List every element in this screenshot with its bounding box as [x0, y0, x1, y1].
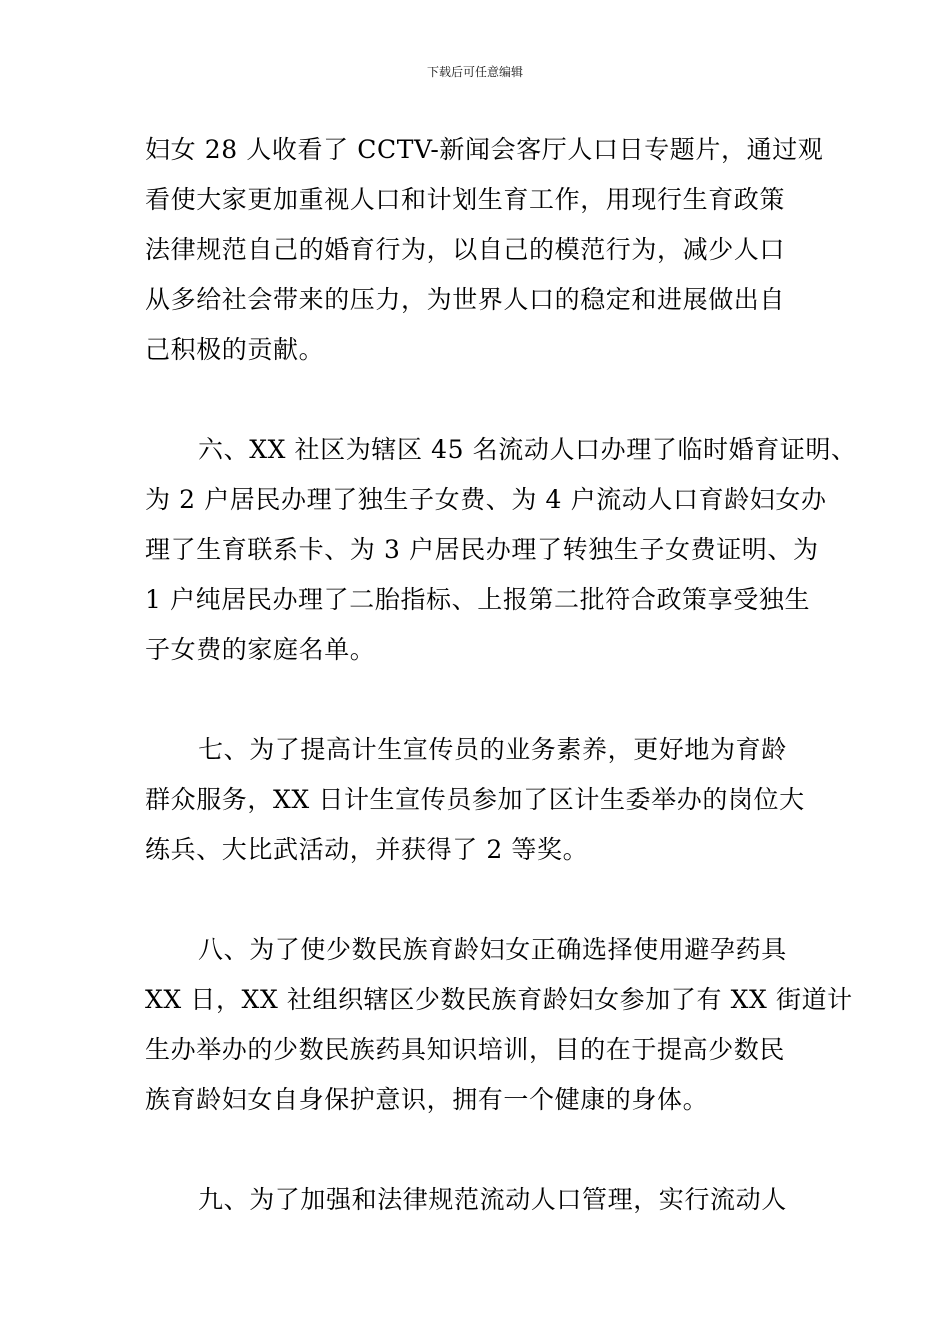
paragraph-line: XX 日，XX 社组织辖区少数民族育龄妇女参加了有 XX 街道计 [145, 985, 853, 1014]
paragraph-line: 七、为了提高计生宣传员的业务素养，更好地为育龄 [198, 735, 787, 764]
paragraph-line: 为 2 户居民办理了独生子女费、为 4 户流动人口育龄妇女办 [145, 485, 827, 514]
paragraph-line: 理了生育联系卡、为 3 户居民办理了转独生子女费证明、为 [145, 535, 819, 564]
paragraph-line: 子女费的家庭名单。 [145, 635, 376, 664]
paragraph-line: 从多给社会带来的压力，为世界人口的稳定和进展做出自 [145, 285, 786, 314]
paragraph-line: 生办举办的少数民族药具知识培训，目的在于提高少数民 [145, 1035, 786, 1064]
paragraph-line: 群众服务，XX 日计生宣传员参加了区计生委举办的岗位大 [145, 785, 805, 814]
paragraph-line: 六、XX 社区为辖区 45 名流动人口办理了临时婚育证明、 [198, 435, 857, 464]
paragraph-line: 八、为了使少数民族育龄妇女正确选择使用避孕药具 [198, 935, 787, 964]
paragraph-line: 族育龄妇女自身保护意识，拥有一个健康的身体。 [145, 1085, 709, 1114]
header-note: 下载后可任意编辑 [426, 65, 523, 79]
paragraph-line: 妇女 28 人收看了 CCTV-新闻会客厅人口日专题片，通过观 [145, 135, 824, 164]
paragraph-line: 1 户纯居民办理了二胎指标、上报第二批符合政策享受独生 [145, 585, 811, 614]
paragraph-line: 九、为了加强和法律规范流动人口管理，实行流动人 [198, 1185, 787, 1214]
paragraph-line: 法律规范自己的婚育行为，以自己的模范行为，减少人口 [145, 235, 786, 264]
paragraph-line: 练兵、大比武活动，并获得了 2 等奖。 [145, 835, 589, 864]
paragraph-line: 看使大家更加重视人口和计划生育工作，用现行生育政策 [145, 185, 786, 214]
paragraph-line: 己积极的贡献。 [145, 335, 325, 364]
